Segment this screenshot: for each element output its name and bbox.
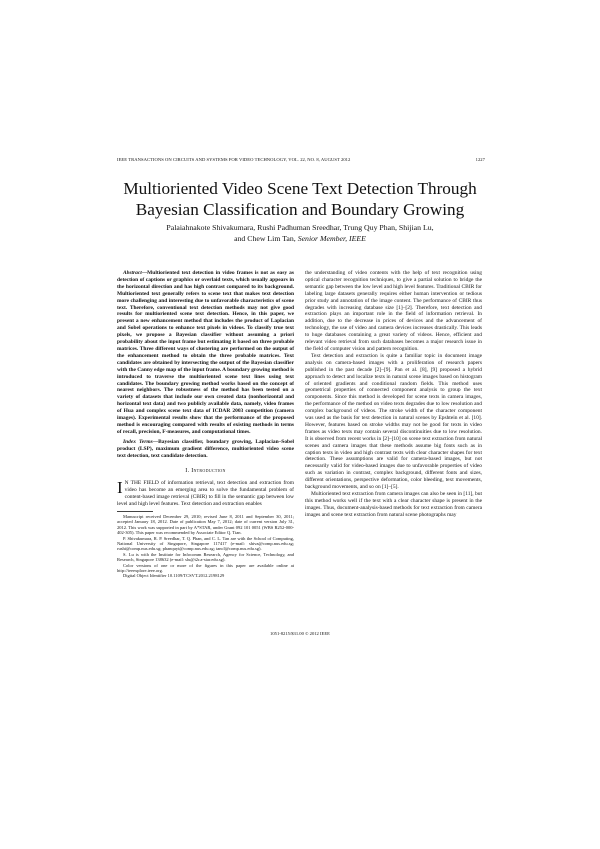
footnotes: [117, 514, 294, 579]
author-list: [120, 222, 480, 244]
index-terms-label: Index Terms: [123, 438, 153, 445]
footnote-manuscript: Manuscript received December 29, 2010; revised June 8, 2011 and September 30, 2011; accepted January 18, 2012. Date of publication May 7, 2012; date of current version July 31, 2012. This work was supported in part by A*STAR, under Grant 092 101 0051 (WBS R252-000-402-305). This paper was recommended by Associate Editor Q. Tian.: [117, 514, 294, 536]
footnote-divider: [117, 511, 153, 512]
abstract-label: Abstract: [123, 270, 142, 276]
introduction-paragraph: [117, 480, 294, 508]
running-header: [117, 157, 485, 162]
title-line-1: Multioriented Video Scene Text Detection Through: [123, 179, 477, 198]
footnote-affiliation-i2r: S. Lu is with the Institute for Infocomm Research, Agency for Science, Technology, and Research, Singapore 138632 (e-mail: slu@i2r.a-star.edu.sg).: [117, 551, 294, 563]
body-paragraph: Multioriented text extraction from camera images can also be seen in [11], but this method works well if the text with a clear character shape is present in the images. Thus, document-analysis-based methods for text extraction from camera images and scene text extraction from natural scene photographs may: [305, 491, 482, 518]
footnote-affiliation-nus: P. Shivakumara, R. P. Sreedhar, T. Q. Phan, and C. L. Tan are with the School of Computing, National University of Singapore, Singapore 117417 (e-mail: shiva@comp.nus.edu.sg; rushi@comp.nus.edu.sg; phanquyt@comp.nus.edu.sg; tancl@comp.nus.edu.sg).: [117, 535, 294, 552]
index-terms: [117, 439, 294, 460]
footnote-color-versions: Color versions of one or more of the figures in this paper are available online at http://ieeexplore.ieee.org.: [117, 562, 294, 574]
authors-line-2: [120, 233, 480, 244]
index-terms-text: —Bayesian classifier, boundary growing, Laplacian–Sobel product (LSP), maximum gradient difference, multioriented video scene text detection, text candidate detection.: [117, 438, 294, 459]
page-number: 1227: [475, 157, 485, 162]
section-heading-introduction: I. Introduction: [185, 468, 226, 475]
left-column: [117, 270, 294, 579]
authors-role: Senior Member, IEEE: [297, 234, 366, 244]
footnote-doi: Digital Object Identifier 10.1109/TCSVT.2012.2198129: [123, 573, 225, 579]
right-column: [305, 270, 482, 519]
title-line-2: Bayesian Classification and Boundary Growing: [135, 200, 465, 219]
abstract-text: —Multioriented text detection in video frames is not as easy as detection of captions or graphics or overlaid texts, which usually appears in the horizontal direction and has high contrast compared to its background. Multioriented text generally refers to scene text that makes text detection more challenging and interesting due to unfavorable characteristics of scene text. Therefore, conventional text detection methods may not give good results for multioriented scene text detection. Hence, in this paper, we present a new enhancement method that includes the product of Laplacian and Sobel operations to enhance text pixels in videos. To classify true text pixels, we propose a Bayesian classifier without assuming a priori probability about the input frame but estimating it based on three probable matrices. Three different ways of clustering are performed on the output of the enhancement method to obtain the three probable matrices. Text candidates are obtained by intersecting the output of the Bayesian classifier with the Canny edge map of the input frame. A boundary growing method is introduced to traverse the multioriented scene text lines using text candidates. The boundary growing method works based on the concept of nearest neighbors. The robustness of the method has been tested on a variety of datasets that include our own created data (nonhorizontal and horizontal text data) and two publicly available data, namely, video frames of Hua and complex scene text data of ICDAR 2003 competition (camera images). Experimental results show that the performance of the proposed method is encouraging compared with results of existing methods in terms of recall, precision, F-measures, and computational times.: [117, 270, 294, 435]
drop-cap: I: [117, 478, 123, 498]
copyright-line: 1051-8215/$31.00 © 2012 IEEE: [270, 631, 330, 636]
body-paragraph: Text detection and extraction is quite a familiar topic in document image analysis on camera-based images with a proliferation of research papers published in the past decade [2]–[9]. Pan et al. [8], [9] proposed a hybrid approach to detect and localize texts in natural scene images based on histogram of oriented gradients and conditional random fields. This method uses geometrical properties of connected component analysis to group the text components. Since this method is developed for scene texts in camera images, the performance of the method on video texts degrades due to low resolution and complex background of videos. The stroke width of the character component was used as the basis for text detection in natural scenes by Epshtein et al. [10]. However, features based on stroke widths may not be good for texts in video frames as video texts may contain several discontinuities due to low resolution. It is observed from recent works in [2]–[10] on scene text extraction from natural scenes and camera images that these methods assume big fonts such as in caption texts in video and high contrast texts with clear character shapes for text detection. These assumptions are valid for camera-based images, but not necessarily valid for video-based images due to unfavorable properties of video such as variation in contrast, complex background, different fonts and sizes, different orientations, perspective deformation, color bleeding, text movements, background movements, and so on [1]–[5].: [305, 352, 482, 491]
body-paragraph: the understanding of video contents with the help of text recognition using optical character recognition techniques, to give a partial solution to bridge the semantic gap between the low level and high level features. Traditional CBIR for labeling large datasets generally requires either human intervention or tedious prior study and annotation of the image content. The performance of CBIR thus degrades with increasing database size [1]–[2]. Therefore, text detection and extraction plays an important role in the field of information retrieval. In addition, due to the decrease in prices of devices and the advancement of technology, the use of video and camera devices increases drastically. This leads to huge databases containing a great variety of videos. Hence, efficient and relevant video retrieval from such databases becomes a major research issue in the field of computer vision and pattern recognition.: [305, 270, 482, 352]
journal-name: IEEE TRANSACTIONS ON CIRCUITS AND SYSTEMS FOR VIDEO TECHNOLOGY, VOL. 22, NO. 8, AUGUST 2012: [117, 157, 351, 162]
paper-title: [100, 178, 500, 220]
authors-line-2-names: and Chew Lim Tan,: [234, 234, 296, 244]
authors-line-1: Palaiahnakote Shivakumara, Rushi Padhuman Sreedhar, Trung Quy Phan, Shijian Lu,: [166, 223, 434, 232]
introduction-text: N THE FIELD of information retrieval, text detection and extraction from video has become an emerging area to solve the fundamental problem of content-based image retrieval (CBIR) to fill in the semantic gap between low level and high level features. Text detection and extraction enables: [117, 480, 294, 508]
abstract: [117, 270, 294, 436]
